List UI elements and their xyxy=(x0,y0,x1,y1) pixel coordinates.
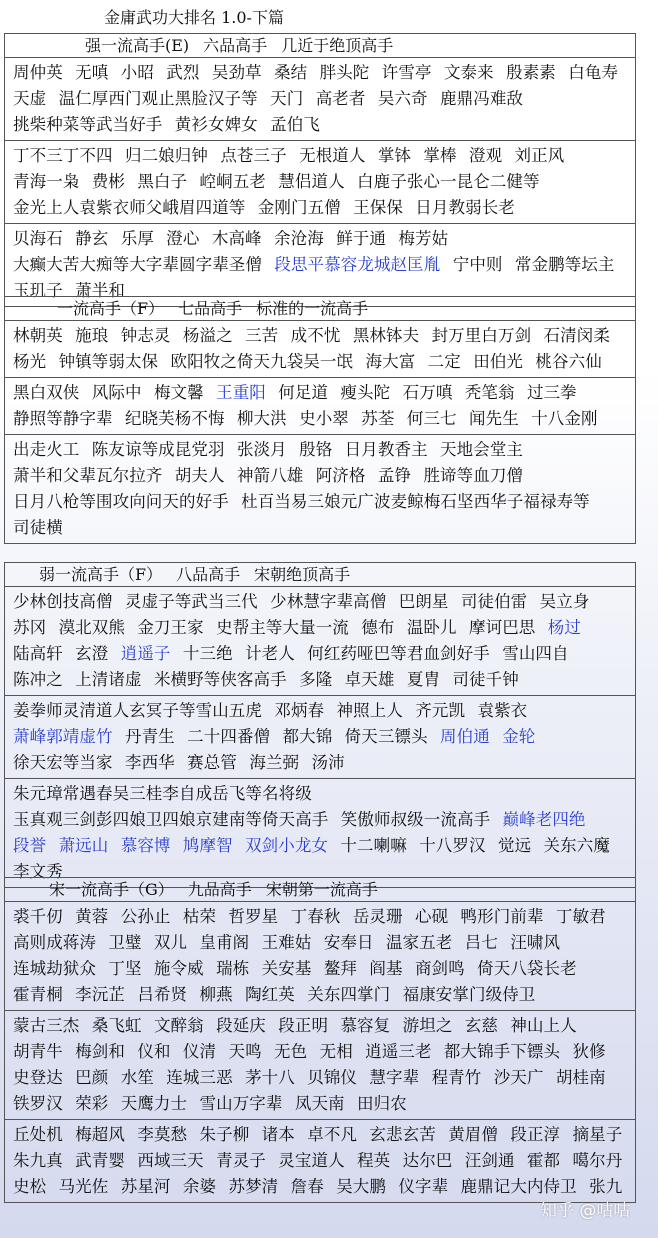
fighter-name: 皇甫阁 xyxy=(199,933,250,952)
fighter-name: 何三七 xyxy=(406,409,457,428)
fighter-name: 巴朗星 xyxy=(398,592,449,611)
fighter-name: 卓天雄 xyxy=(344,670,395,689)
fighter-name: 丹青生 xyxy=(124,727,175,746)
fighter-name: 天鸣 xyxy=(228,1042,262,1061)
fighter-name: 金光上人袁紫衣师父峨眉四道等 xyxy=(13,198,246,217)
fighter-name: 逍遥三老 xyxy=(365,1042,432,1061)
fighter-name: 黑林钵夫 xyxy=(352,326,420,345)
fighter-name: 神山上人 xyxy=(510,1016,577,1035)
fighter-name: 成不忧 xyxy=(290,326,341,345)
fighter-name: 十八罗汉 xyxy=(419,836,486,855)
tier-grade: 六品高手 xyxy=(203,36,268,55)
fighter-name: 孟铮 xyxy=(377,466,412,485)
tier-group xyxy=(4,321,636,378)
tier-group xyxy=(4,1011,636,1120)
fighter-name: 天虚 xyxy=(13,89,47,108)
fighter-name: 都大锦手下镖头 xyxy=(443,1042,561,1061)
fighter-name: 司徒千钟 xyxy=(452,670,519,689)
fighter-name: 玉真观三剑彭四娘卫四娘京建南等倚天高手 xyxy=(13,810,329,829)
fighter-name: 哲罗星 xyxy=(228,907,279,926)
fighter-name: 朱九真 xyxy=(13,1151,63,1170)
fighter-name: 赛总管 xyxy=(187,753,237,772)
fighter-name: 张九 xyxy=(589,1177,623,1196)
tier-group xyxy=(4,1120,636,1203)
tier-name: 强一流高手(E) xyxy=(85,36,190,55)
fighter-name: 澄心 xyxy=(166,229,200,248)
fighter-name: 李西华 xyxy=(124,753,175,772)
fighter-name: 宁中则 xyxy=(452,255,503,274)
fighter-name: 刘正风 xyxy=(514,146,565,165)
fighter-name: 何足道 xyxy=(278,383,329,402)
fighter-name: 程英 xyxy=(357,1151,391,1170)
fighter-name: 何红药哑巴等君血剑好手 xyxy=(307,644,490,663)
fighter-name: 吴大鹏 xyxy=(336,1177,387,1196)
fighter-name: 卫璧 xyxy=(108,933,142,952)
fighter-name: 沙天广 xyxy=(493,1068,544,1087)
fighter-name: 王保保 xyxy=(353,198,403,217)
fighter-name: 崆峒五老 xyxy=(199,172,266,191)
fighter-name: 高则成蒋涛 xyxy=(13,933,96,952)
fighter-name: 徐天宏等当家 xyxy=(13,753,113,772)
fighter-name: 袁紫衣 xyxy=(477,701,528,720)
fighter-name: 慧字辈 xyxy=(369,1068,420,1087)
fighter-name: 凤天南 xyxy=(294,1094,345,1113)
fighter-name: 梅芳姑 xyxy=(398,229,449,248)
fighter-name: 梅剑和 xyxy=(75,1042,125,1061)
fighter-name: 萧半和父辈瓦尔拉齐 xyxy=(13,466,163,485)
fighter-name: 西域三天 xyxy=(137,1151,204,1170)
tier-header xyxy=(4,877,636,902)
fighter-name: 纪晓芙杨不悔 xyxy=(124,409,225,428)
fighter-name: 无相 xyxy=(319,1042,353,1061)
fighter-name: 吕希贤 xyxy=(137,985,188,1004)
fighter-name: 笑傲师叔级一流高手 xyxy=(340,810,491,829)
fighter-name: 胜谛等血刀僧 xyxy=(423,466,524,485)
fighter-name: 费彬 xyxy=(91,172,125,191)
fighter-name: 梅超风 xyxy=(75,1125,125,1144)
fighter-name: 无嗔 xyxy=(75,63,109,82)
fighter-name: 汪剑通 xyxy=(464,1151,515,1170)
fighter-name: 仪和 xyxy=(137,1042,171,1061)
tier-group xyxy=(4,902,636,1011)
fighter-name: 灵宝道人 xyxy=(278,1151,345,1170)
fighter-name: 茅十八 xyxy=(245,1068,295,1087)
fighter-name: 澄观 xyxy=(468,146,503,165)
fighter-name: 心砚 xyxy=(414,907,449,926)
fighter-name: 神箭八雄 xyxy=(236,466,304,485)
fighter-name: 上清诸虚 xyxy=(75,670,142,689)
fighter-name: 福康安掌门级侍卫 xyxy=(402,985,536,1004)
fighter-name: 梅文馨 xyxy=(153,383,204,402)
fighter-name: 田伯光 xyxy=(473,352,524,371)
fighter-name: 噶尔丹 xyxy=(572,1151,623,1170)
fighter-name: 少林创技高僧 xyxy=(13,592,113,611)
fighter-name: 掌棒 xyxy=(423,146,457,165)
fighter-name: 天鹰力士 xyxy=(120,1094,188,1113)
tier-name: 宋一流高手（G） xyxy=(49,880,174,899)
fighter-name: 无色 xyxy=(274,1042,308,1061)
highlighted-name: 段思平慕容龙城赵匡胤 xyxy=(274,255,441,274)
fighter-name: 丁春秋 xyxy=(290,907,341,926)
fighter-name: 姜拳师灵清道人玄冥子等雪山五虎 xyxy=(13,701,262,720)
fighter-name: 田归农 xyxy=(357,1094,407,1113)
fighter-name: 欧阳牧之倚天九袋吴一氓 xyxy=(170,352,354,371)
fighter-name: 水笙 xyxy=(120,1068,154,1087)
fighter-name: 日月八枪等围攻向问天的好手 xyxy=(13,492,229,511)
fighter-name: 马光佐 xyxy=(58,1177,109,1196)
fighter-name: 关安基 xyxy=(261,959,312,978)
fighter-name: 蒙古三杰 xyxy=(13,1016,80,1035)
highlighted-name: 萧远山 xyxy=(58,836,109,855)
fighter-name: 静照等静字辈 xyxy=(13,409,113,428)
fighter-name: 木高峰 xyxy=(211,229,262,248)
fighter-name: 殷素素 xyxy=(506,63,556,82)
tier-group xyxy=(4,435,636,544)
fighter-name: 瘦头陀 xyxy=(340,383,391,402)
fighter-name: 桑飞虹 xyxy=(91,1016,142,1035)
fighter-name: 商剑鸣 xyxy=(414,959,465,978)
fighter-name: 鳌拜 xyxy=(323,959,358,978)
fighter-name: 汤沛 xyxy=(311,753,345,772)
watermark: 知乎 @咕咕 xyxy=(540,1201,631,1221)
fighter-name: 温家五老 xyxy=(386,933,453,952)
fighter-name: 常金鹏等坛主 xyxy=(514,255,615,274)
fighter-name: 阿济格 xyxy=(315,466,366,485)
fighter-name: 岳灵珊 xyxy=(352,907,403,926)
fighter-name: 胡青牛 xyxy=(13,1042,63,1061)
fighter-name: 黄衫女婢女 xyxy=(174,115,258,134)
fighter-name: 武青婴 xyxy=(75,1151,125,1170)
fighter-name: 杜百当易三娘元广波麦鲸梅石坚西华子福禄寿等 xyxy=(241,492,590,511)
fighter-name: 日月教弱长老 xyxy=(415,198,515,217)
tier-group xyxy=(4,587,636,696)
tier-section xyxy=(4,33,636,307)
fighter-name: 关东四掌门 xyxy=(307,985,391,1004)
fighter-name: 司徒横 xyxy=(13,518,63,537)
fighter-name: 夏胄 xyxy=(406,670,441,689)
fighter-name: 吕七 xyxy=(464,933,498,952)
highlighted-name: 慕容博 xyxy=(120,836,171,855)
fighter-name: 文泰来 xyxy=(443,63,494,82)
fighter-name: 杨溢之 xyxy=(182,326,233,345)
fighter-name: 游坦之 xyxy=(402,1016,453,1035)
highlighted-name: 巅峰老四绝 xyxy=(502,810,586,829)
fighter-name: 霍青桐 xyxy=(13,985,63,1004)
fighter-name: 双儿 xyxy=(153,933,188,952)
fighter-name: 段延庆 xyxy=(216,1016,266,1035)
highlighted-name: 萧峰郭靖虚竹 xyxy=(13,727,113,746)
fighter-name: 金刀王家 xyxy=(137,618,204,637)
fighter-name: 连城劫狱众 xyxy=(13,959,96,978)
fighter-name: 闻先生 xyxy=(469,409,519,428)
fighter-name: 贝海石 xyxy=(13,229,63,248)
fighter-name: 铁罗汉 xyxy=(13,1094,63,1113)
fighter-name: 静玄 xyxy=(75,229,109,248)
fighter-name: 朱元璋常遇春吴三桂李自成岳飞等名将级 xyxy=(13,784,312,803)
highlighted-name: 鸠摩智 xyxy=(182,836,233,855)
fighter-name: 达尔巴 xyxy=(402,1151,453,1170)
fighter-name: 秃笔翁 xyxy=(464,383,515,402)
fighter-name: 掌钵 xyxy=(377,146,412,165)
fighter-name: 瑞栋 xyxy=(216,959,250,978)
fighter-name: 吴六奇 xyxy=(377,89,428,108)
fighter-name: 觉远 xyxy=(497,836,532,855)
fighter-name: 仪清 xyxy=(182,1042,217,1061)
fighter-name: 朱子柳 xyxy=(199,1125,250,1144)
tier-grade: 九品高手 xyxy=(187,880,252,899)
fighter-name: 丁坚 xyxy=(108,959,142,978)
page-title: 金庸武功大排名 1.0-下篇 xyxy=(104,8,284,27)
fighter-name: 天门 xyxy=(270,89,304,108)
fighter-name: 漠北双熊 xyxy=(58,618,125,637)
fighter-name: 施令威 xyxy=(153,959,204,978)
fighter-name: 李文秀 xyxy=(13,862,63,881)
fighter-name: 天地会堂主 xyxy=(440,440,524,459)
fighter-name: 陈冲之 xyxy=(13,670,63,689)
fighter-name: 孟伯飞 xyxy=(270,115,320,134)
tier-header xyxy=(4,296,636,321)
fighter-name: 史松 xyxy=(13,1177,47,1196)
tier-note: 几近于绝顶高手 xyxy=(281,36,394,55)
fighter-name: 连城三恶 xyxy=(166,1068,233,1087)
fighter-name: 桃谷六仙 xyxy=(535,352,602,371)
fighter-name: 李沅芷 xyxy=(75,985,125,1004)
fighter-name: 钟志灵 xyxy=(120,326,171,345)
fighter-name: 温仁厚西门观止黑脸汉子等 xyxy=(58,89,258,108)
fighter-name: 雪山四自 xyxy=(502,644,569,663)
fighter-name: 计老人 xyxy=(245,644,295,663)
fighter-name: 雪山万字辈 xyxy=(199,1094,283,1113)
fighter-name: 余沧海 xyxy=(274,229,324,248)
tier-group xyxy=(4,224,636,307)
fighter-name: 鸭形门前辈 xyxy=(460,907,544,926)
fighter-name: 苏荃 xyxy=(361,409,395,428)
fighter-name: 文醉翁 xyxy=(153,1016,204,1035)
fighter-name: 吴劲草 xyxy=(211,63,262,82)
tier-group xyxy=(4,378,636,435)
fighter-name: 十三绝 xyxy=(182,644,233,663)
fighter-name: 二定 xyxy=(427,352,461,371)
fighter-name: 裘千仞 xyxy=(13,907,63,926)
fighter-name: 玄澄 xyxy=(75,644,109,663)
fighter-name: 玄悲玄苦 xyxy=(369,1125,436,1144)
tier-grade: 八品高手 xyxy=(176,565,241,584)
fighter-name: 苏星河 xyxy=(120,1177,171,1196)
fighter-name: 石万嗔 xyxy=(402,383,453,402)
tier-note: 宋朝绝顶高手 xyxy=(254,565,351,584)
fighter-name: 余婆 xyxy=(182,1177,217,1196)
fighter-name: 萧半和 xyxy=(75,281,125,300)
fighter-name: 陶红英 xyxy=(245,985,295,1004)
fighter-name: 柳燕 xyxy=(199,985,233,1004)
fighter-name: 黄蓉 xyxy=(75,907,109,926)
fighter-name: 贝锦仪 xyxy=(307,1068,358,1087)
tier-note: 宋朝第一流高手 xyxy=(265,880,378,899)
fighter-name: 邓炳春 xyxy=(274,701,325,720)
fighter-name: 封万里白万剑 xyxy=(431,326,532,345)
tier-section xyxy=(4,296,636,544)
fighter-name: 程青竹 xyxy=(431,1068,482,1087)
fighter-name: 胡夫人 xyxy=(174,466,225,485)
fighter-name: 段正明 xyxy=(278,1016,329,1035)
tier-name: 一流高手（F） xyxy=(57,299,165,318)
highlighted-name: 双剑小龙女 xyxy=(245,836,329,855)
tier-header xyxy=(4,562,636,587)
fighter-name: 狄修 xyxy=(572,1042,606,1061)
highlighted-name: 金轮 xyxy=(502,727,536,746)
fighter-name: 陈友谅等成昆党羽 xyxy=(91,440,225,459)
tier-name: 弱一流高手（F） xyxy=(39,565,163,584)
tier-header xyxy=(4,33,636,58)
fighter-name: 李莫愁 xyxy=(137,1125,188,1144)
fighter-name: 史登达 xyxy=(13,1068,63,1087)
fighter-name: 施琅 xyxy=(75,326,109,345)
fighter-name: 小昭 xyxy=(120,63,154,82)
fighter-name: 倚天八袋长老 xyxy=(477,959,577,978)
fighter-name: 摩诃巴思 xyxy=(469,618,536,637)
fighter-name: 无根道人 xyxy=(299,146,366,165)
fighter-name: 杨光 xyxy=(13,352,47,371)
fighter-name: 玉玑子 xyxy=(13,281,63,300)
fighter-name: 段正淳 xyxy=(510,1125,561,1144)
fighter-name: 司徒伯雷 xyxy=(460,592,528,611)
fighter-name: 仪字辈 xyxy=(398,1177,449,1196)
fighter-name: 青海一枭 xyxy=(13,172,80,191)
fighter-name: 巴颜 xyxy=(75,1068,109,1087)
tier-section xyxy=(4,877,636,1203)
fighter-name: 金刚门五僧 xyxy=(257,198,341,217)
fighter-name: 石清闵柔 xyxy=(543,326,610,345)
fighter-name: 吴立身 xyxy=(539,592,590,611)
fighter-name: 玄慈 xyxy=(464,1016,498,1035)
fighter-name: 倚天三镖头 xyxy=(344,727,428,746)
fighter-name: 风际中 xyxy=(91,383,142,402)
fighter-name: 三苦 xyxy=(245,326,279,345)
tier-group xyxy=(4,696,636,779)
tier-grade: 七品高手 xyxy=(178,299,243,318)
fighter-name: 出走火工 xyxy=(13,440,80,459)
fighter-name: 海大富 xyxy=(365,352,416,371)
tier-group xyxy=(4,58,636,141)
fighter-name: 黑白双侠 xyxy=(13,383,80,402)
fighter-name: 十二喇嘛 xyxy=(340,836,407,855)
fighter-name: 公孙止 xyxy=(120,907,171,926)
tier-group xyxy=(4,141,636,224)
fighter-name: 关东六魔 xyxy=(543,836,610,855)
fighter-name: 武烈 xyxy=(166,63,200,82)
fighter-name: 霍都 xyxy=(526,1151,561,1170)
highlighted-name: 段誉 xyxy=(13,836,47,855)
fighter-name: 丁不三丁不四 xyxy=(13,146,113,165)
fighter-name: 慕容复 xyxy=(340,1016,391,1035)
fighter-name: 荣彩 xyxy=(75,1094,109,1113)
fighter-name: 安奉日 xyxy=(323,933,374,952)
fighter-name: 苏冈 xyxy=(13,618,47,637)
fighter-name: 周仲英 xyxy=(13,63,63,82)
fighter-name: 史小翠 xyxy=(299,409,349,428)
fighter-name: 灵虚子等武当三代 xyxy=(124,592,258,611)
fighter-name: 鹿鼎冯难敌 xyxy=(440,89,524,108)
fighter-name: 陆高轩 xyxy=(13,644,63,663)
fighter-name: 鹿鼎记大内侍卫 xyxy=(460,1177,577,1196)
fighter-name: 二十四番僧 xyxy=(187,727,271,746)
fighter-name: 卓不凡 xyxy=(307,1125,358,1144)
fighter-name: 胡桂南 xyxy=(555,1068,606,1087)
fighter-name: 挑柴种菜等武当好手 xyxy=(13,115,163,134)
fighter-name: 丘处机 xyxy=(13,1125,63,1144)
fighter-name: 许雪亭 xyxy=(381,63,432,82)
fighter-name: 归二娘归钟 xyxy=(124,146,208,165)
fighter-name: 詹春 xyxy=(290,1177,324,1196)
fighter-name: 张淡月 xyxy=(236,440,287,459)
fighter-name: 王难姑 xyxy=(261,933,312,952)
fighter-name: 殷铬 xyxy=(299,440,333,459)
fighter-name: 林朝英 xyxy=(13,326,63,345)
fighter-name: 黄眉僧 xyxy=(448,1125,498,1144)
tier-section xyxy=(4,562,636,888)
fighter-name: 桑结 xyxy=(274,63,308,82)
fighter-name: 乐厚 xyxy=(120,229,154,248)
fighter-name: 慧侣道人 xyxy=(278,172,345,191)
fighter-name: 海兰弼 xyxy=(249,753,300,772)
highlighted-name: 王重阳 xyxy=(216,383,266,402)
fighter-name: 神照上人 xyxy=(336,701,403,720)
fighter-name: 丁敏君 xyxy=(555,907,606,926)
fighter-name: 日月教香主 xyxy=(344,440,428,459)
fighter-name: 都大锦 xyxy=(282,727,333,746)
fighter-name: 摘星子 xyxy=(572,1125,623,1144)
fighter-name: 白龟寿 xyxy=(568,63,619,82)
fighter-name: 柳大洪 xyxy=(236,409,287,428)
fighter-name: 鲜于通 xyxy=(336,229,387,248)
fighter-name: 多隆 xyxy=(299,670,333,689)
fighter-name: 黑白子 xyxy=(137,172,188,191)
fighter-name: 米横野等侠客高手 xyxy=(153,670,287,689)
highlighted-name: 逍遥子 xyxy=(120,644,171,663)
fighter-name: 过三拳 xyxy=(526,383,577,402)
fighter-name: 史帮主等大量一流 xyxy=(216,618,349,637)
fighter-name: 枯荣 xyxy=(182,907,217,926)
highlighted-name: 周伯通 xyxy=(440,727,490,746)
fighter-name: 钟镇等弱太保 xyxy=(58,352,159,371)
fighter-name: 汪啸风 xyxy=(510,933,561,952)
fighter-name: 诸本 xyxy=(261,1125,295,1144)
fighter-name: 阎基 xyxy=(369,959,403,978)
fighter-name: 齐元凯 xyxy=(415,701,466,720)
fighter-name: 大癫大苦大痴等大字辈圆字辈圣僧 xyxy=(13,255,262,274)
fighter-name: 温卧儿 xyxy=(406,618,457,637)
tier-group xyxy=(4,779,636,888)
fighter-name: 青灵子 xyxy=(216,1151,266,1170)
fighter-name: 苏梦清 xyxy=(228,1177,279,1196)
fighter-name: 高老者 xyxy=(315,89,366,108)
fighter-name: 少林慧字辈高僧 xyxy=(270,592,387,611)
highlighted-name: 杨过 xyxy=(547,618,581,637)
tier-note: 标准的一流高手 xyxy=(256,299,369,318)
fighter-name: 点苍三子 xyxy=(220,146,287,165)
fighter-name: 十八金刚 xyxy=(531,409,598,428)
fighter-name: 胖头陀 xyxy=(319,63,370,82)
fighter-name: 德布 xyxy=(361,618,395,637)
fighter-name: 白鹿子张心一昆仑二健等 xyxy=(357,172,540,191)
